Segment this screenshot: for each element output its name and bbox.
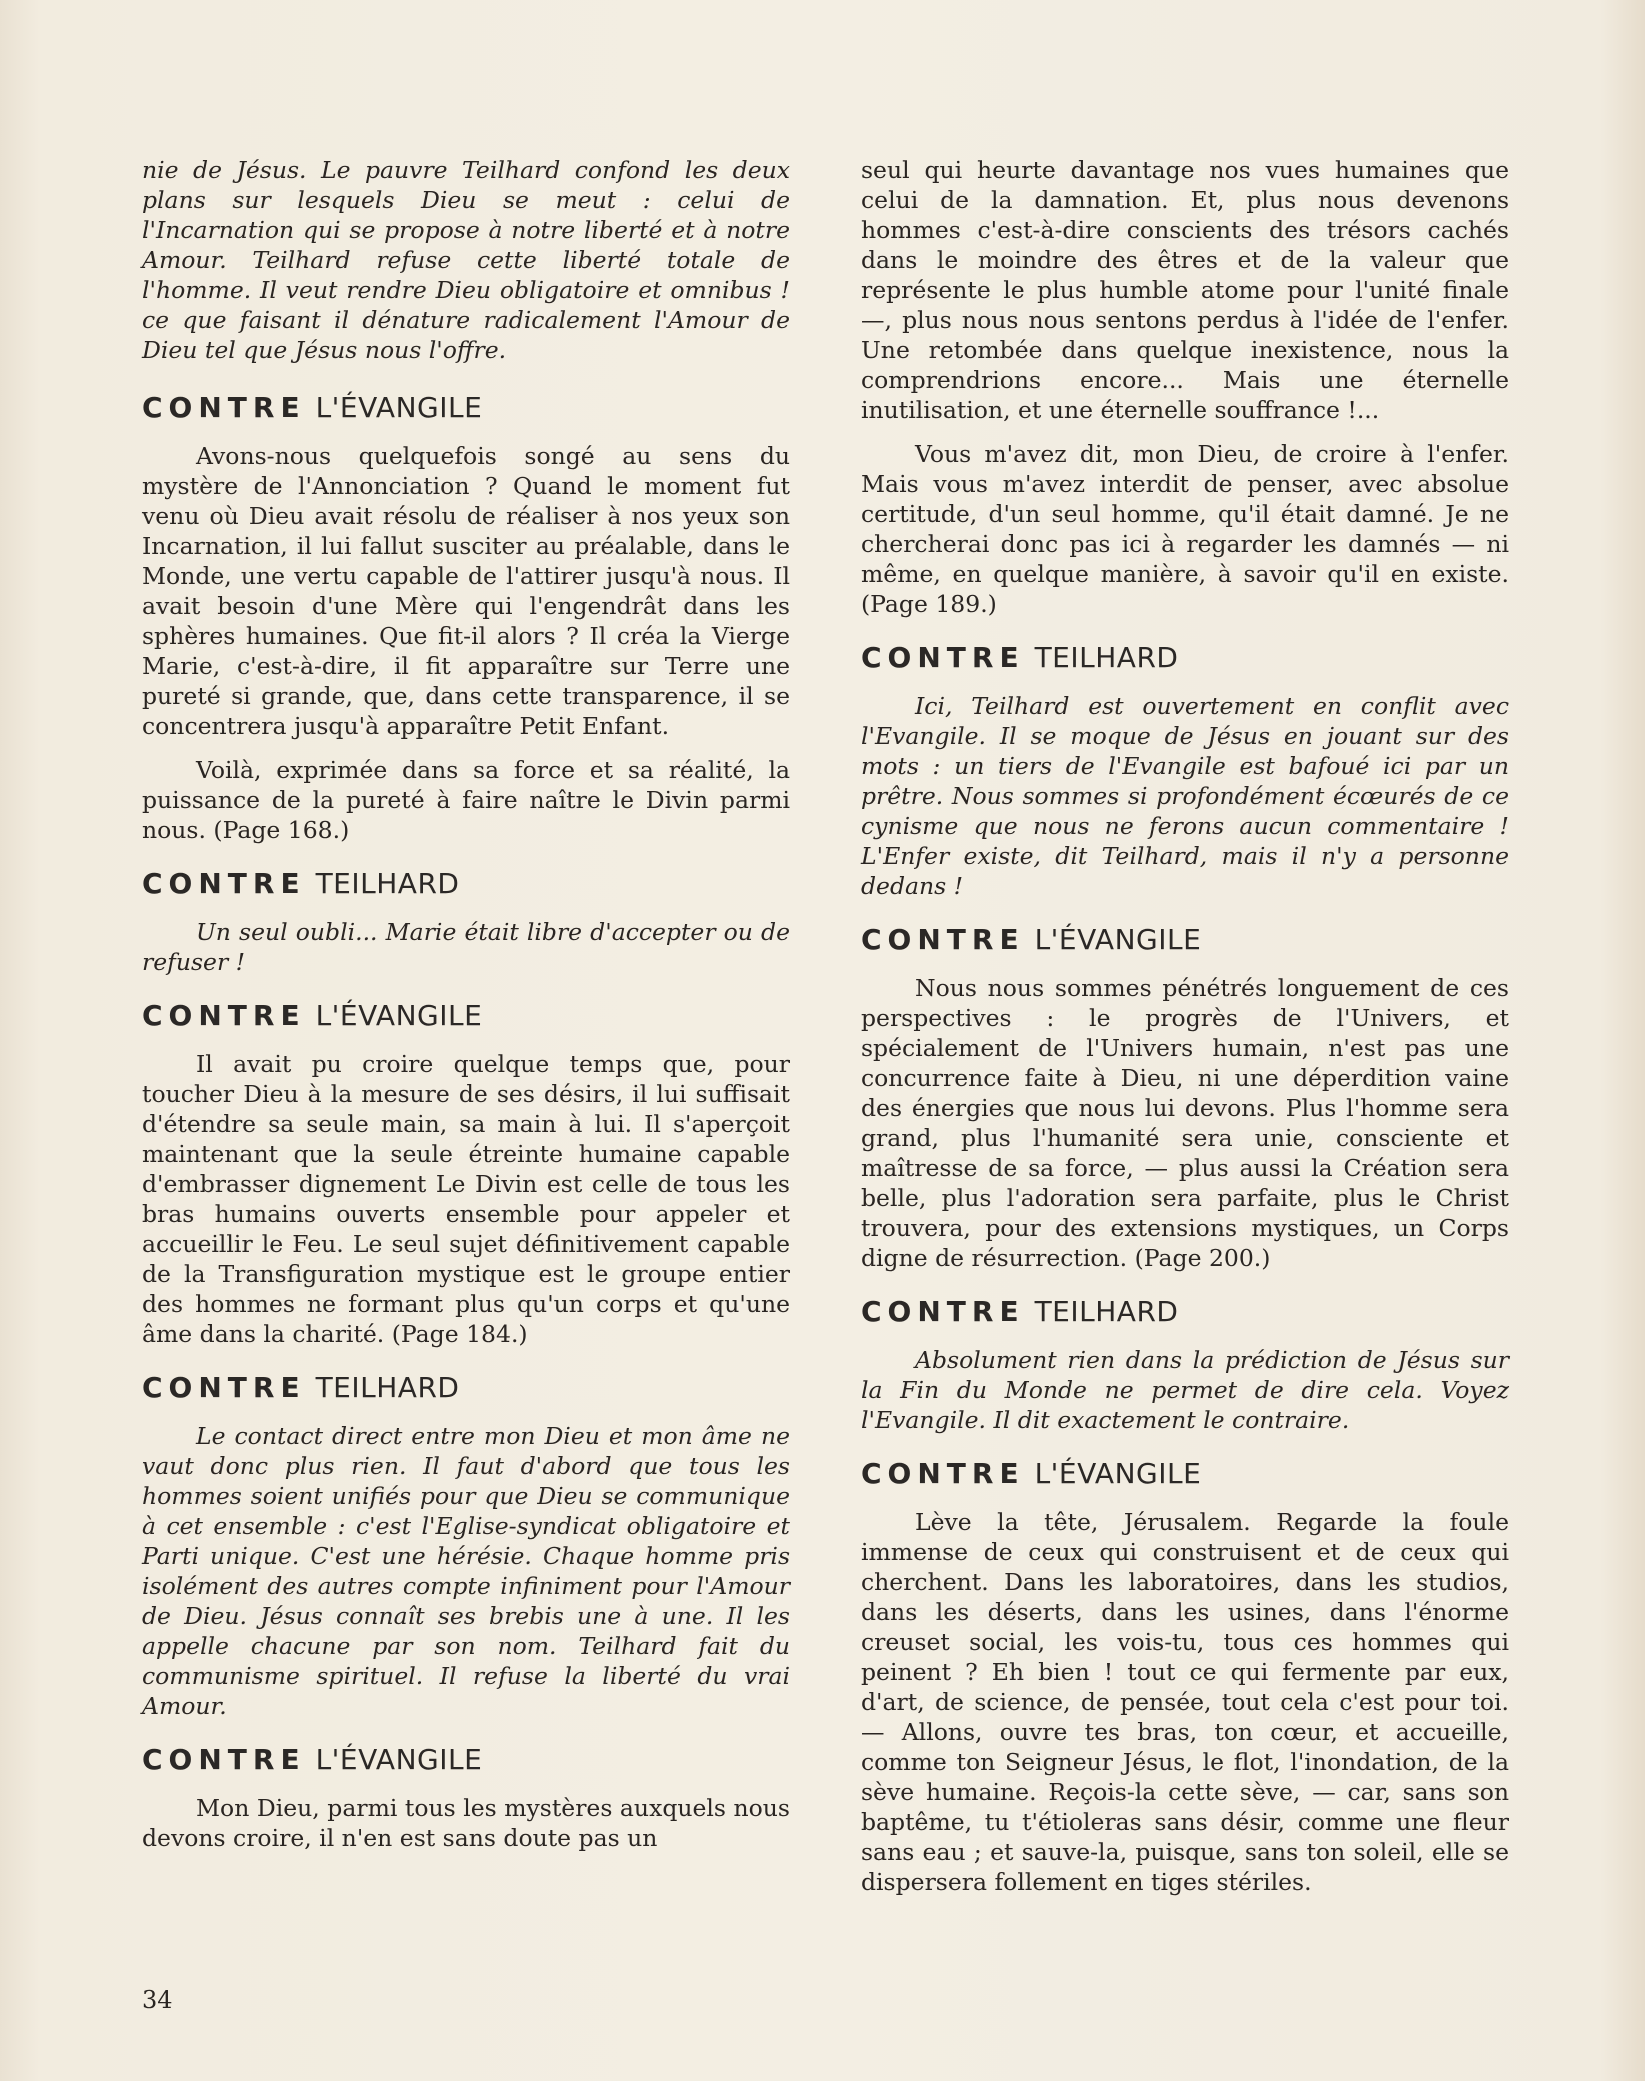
quote-paragraph: seul qui heurte davantage nos vues humaines que celui de la damnation. Et, plus nous devenons hommes c'est-à-dire conscients des trésors cachés dans le moindre des êtres et de la valeur que représente le plus humble atome pour l'unité finale —, plus nous nous sentons perdus à l'idée de l'enfer. Une retombée dans quelque inexistence, nous la comprendrions encore... Mais une éternelle inutilisation, et une éternelle souffrance !...: [861, 156, 1509, 424]
page-number: 34: [142, 1986, 173, 2014]
left-column: [142, 155, 790, 1853]
heading-keyword: CONTRE: [142, 1371, 306, 1404]
commentary-paragraph: Ici, Teilhard est ouvertement en conflit avec l'Evangile. Il se moque de Jésus en jouant sur des mots : un tiers de l'Evangile est bafoué ici par un prêtre. Nous sommes si profondément écœurés de ce cynisme que nous ne ferons aucun commentaire ! L'Enfer existe, dit Teilhard, mais il n'y a personne dedans !: [861, 692, 1509, 900]
commentary-paragraph: nie de Jésus. Le pauvre Teilhard confond les deux plans sur lesquels Dieu se meut : celui de l'Incarnation qui se propose à notre liberté et à notre Amour. Teilhard refuse cette liberté totale de l'homme. Il veut rendre Dieu obligatoire et omnibus ! ce que faisant il dénature radicalement l'Amour de Dieu tel que Jésus nous l'offre.: [142, 156, 790, 364]
heading-keyword: CONTRE: [861, 1457, 1025, 1490]
section-heading: [142, 1743, 790, 1777]
section-heading: [861, 1457, 1509, 1491]
section-heading: [861, 923, 1509, 957]
quote-paragraph: Avons-nous quelquefois songé au sens du mystère de l'Annonciation ? Quand le moment fut venu où Dieu avait résolu de réaliser à nos yeux son Incarnation, il lui fallut susciter au préalable, dans le Monde, une vertu capable de l'attirer jusqu'à nous. Il avait besoin d'une Mère qui l'engendrât dans les sphères humaines. Que fit-il alors ? Il créa la Vierge Marie, c'est-à-dire, il fit apparaître sur Terre une pureté si grande, que, dans cette transparence, il se concentrera jusqu'à apparaître Petit Enfant.: [142, 442, 790, 740]
heading-target: L'ÉVANGILE: [315, 391, 483, 424]
heading-keyword: CONTRE: [861, 641, 1025, 674]
commentary-paragraph: Absolument rien dans la prédiction de Jésus sur la Fin du Monde ne permet de dire cela. Voyez l'Evangile. Il dit exactement le contraire.: [861, 1346, 1509, 1434]
heading-keyword: CONTRE: [142, 999, 306, 1032]
quote-paragraph: Vous m'avez dit, mon Dieu, de croire à l'enfer. Mais vous m'avez interdit de penser, avec absolue certitude, d'un seul homme, qu'il était damné. Je ne chercherai donc pas ici à regarder les damnés — ni même, en quelque manière, à savoir qu'il en existe. (Page 189.): [861, 440, 1509, 618]
section-heading: [142, 867, 790, 901]
section-heading: [142, 1371, 790, 1405]
commentary-paragraph: Un seul oubli... Marie était libre d'accepter ou de refuser !: [142, 918, 790, 976]
heading-keyword: CONTRE: [142, 867, 306, 900]
section-heading: [142, 391, 790, 425]
heading-keyword: CONTRE: [142, 1743, 306, 1776]
quote-paragraph: Nous nous sommes pénétrés longuement de ces perspectives : le progrès de l'Univers, et spécialement de l'Univers humain, n'est pas une concurrence faite à Dieu, ni une déperdition vaine des énergies que nous lui devons. Plus l'homme sera grand, plus l'humanité sera unie, consciente et maîtresse de sa force, — plus aussi la Création sera belle, plus l'adoration sera parfaite, plus le Christ trouvera, pour des extensions mystiques, un Corps digne de résurrection. (Page 200.): [861, 974, 1509, 1272]
heading-target: L'ÉVANGILE: [1034, 1457, 1202, 1490]
commentary-paragraph: Le contact direct entre mon Dieu et mon âme ne vaut donc plus rien. Il faut d'abord que tous les hommes soient unifiés pour que Dieu se communique à cet ensemble : c'est l'Eglise-syndicat obligatoire et Parti unique. C'est une hérésie. Chaque homme pris isolément des autres compte infiniment pour l'Amour de Dieu. Jésus connaît ses brebis une à une. Il les appelle chacune par son nom. Teilhard fait du communisme spirituel. Il refuse la liberté du vrai Amour.: [142, 1422, 790, 1720]
heading-keyword: CONTRE: [861, 1295, 1025, 1328]
heading-target: TEILHARD: [1034, 641, 1179, 674]
quote-paragraph: Il avait pu croire quelque temps que, pour toucher Dieu à la mesure de ses désirs, il lui suffisait d'étendre sa seule main, sa main à lui. Il s'aperçoit maintenant que la seule étreinte humaine capable d'embrasser dignement Le Divin est celle de tous les bras humains ouverts ensemble pour appeler et accueillir le Feu. Le seul sujet définitivement capable de la Transfiguration mystique est le groupe entier des hommes ne formant plus qu'un corps et qu'une âme dans la charité. (Page 184.): [142, 1050, 790, 1348]
heading-target: L'ÉVANGILE: [315, 999, 483, 1032]
section-heading: [861, 1295, 1509, 1329]
quote-paragraph: Lève la tête, Jérusalem. Regarde la foule immense de ceux qui construisent et de ceux qui cherchent. Dans les laboratoires, dans les studios, dans les déserts, dans les usines, dans l'énorme creuset social, les vois-tu, tous ces hommes qui peinent ? Eh bien ! tout ce qui fermente par eux, d'art, de science, de pensée, tout cela c'est pour toi. — Allons, ouvre tes bras, ton cœur, et accueille, comme ton Seigneur Jésus, le flot, l'inondation, de la sève humaine. Reçois-la cette sève, — car, sans son baptême, tu t'étioleras sans désir, comme une fleur sans eau ; et sauve-la, puisque, sans ton soleil, elle se dispersera follement en tiges stériles.: [861, 1508, 1509, 1896]
section-heading: [142, 999, 790, 1033]
heading-target: TEILHARD: [315, 867, 460, 900]
right-column: [861, 155, 1509, 1897]
quote-paragraph: Voilà, exprimée dans sa force et sa réalité, la puissance de la pureté à faire naître le Divin parmi nous. (Page 168.): [142, 756, 790, 844]
heading-keyword: CONTRE: [861, 923, 1025, 956]
section-heading: [861, 641, 1509, 675]
heading-target: TEILHARD: [1034, 1295, 1179, 1328]
quote-paragraph: Mon Dieu, parmi tous les mystères auxquels nous devons croire, il n'en est sans doute pas un: [142, 1794, 790, 1852]
heading-target: L'ÉVANGILE: [1034, 923, 1202, 956]
heading-target: L'ÉVANGILE: [315, 1743, 483, 1776]
heading-keyword: CONTRE: [142, 391, 306, 424]
heading-target: TEILHARD: [315, 1371, 460, 1404]
